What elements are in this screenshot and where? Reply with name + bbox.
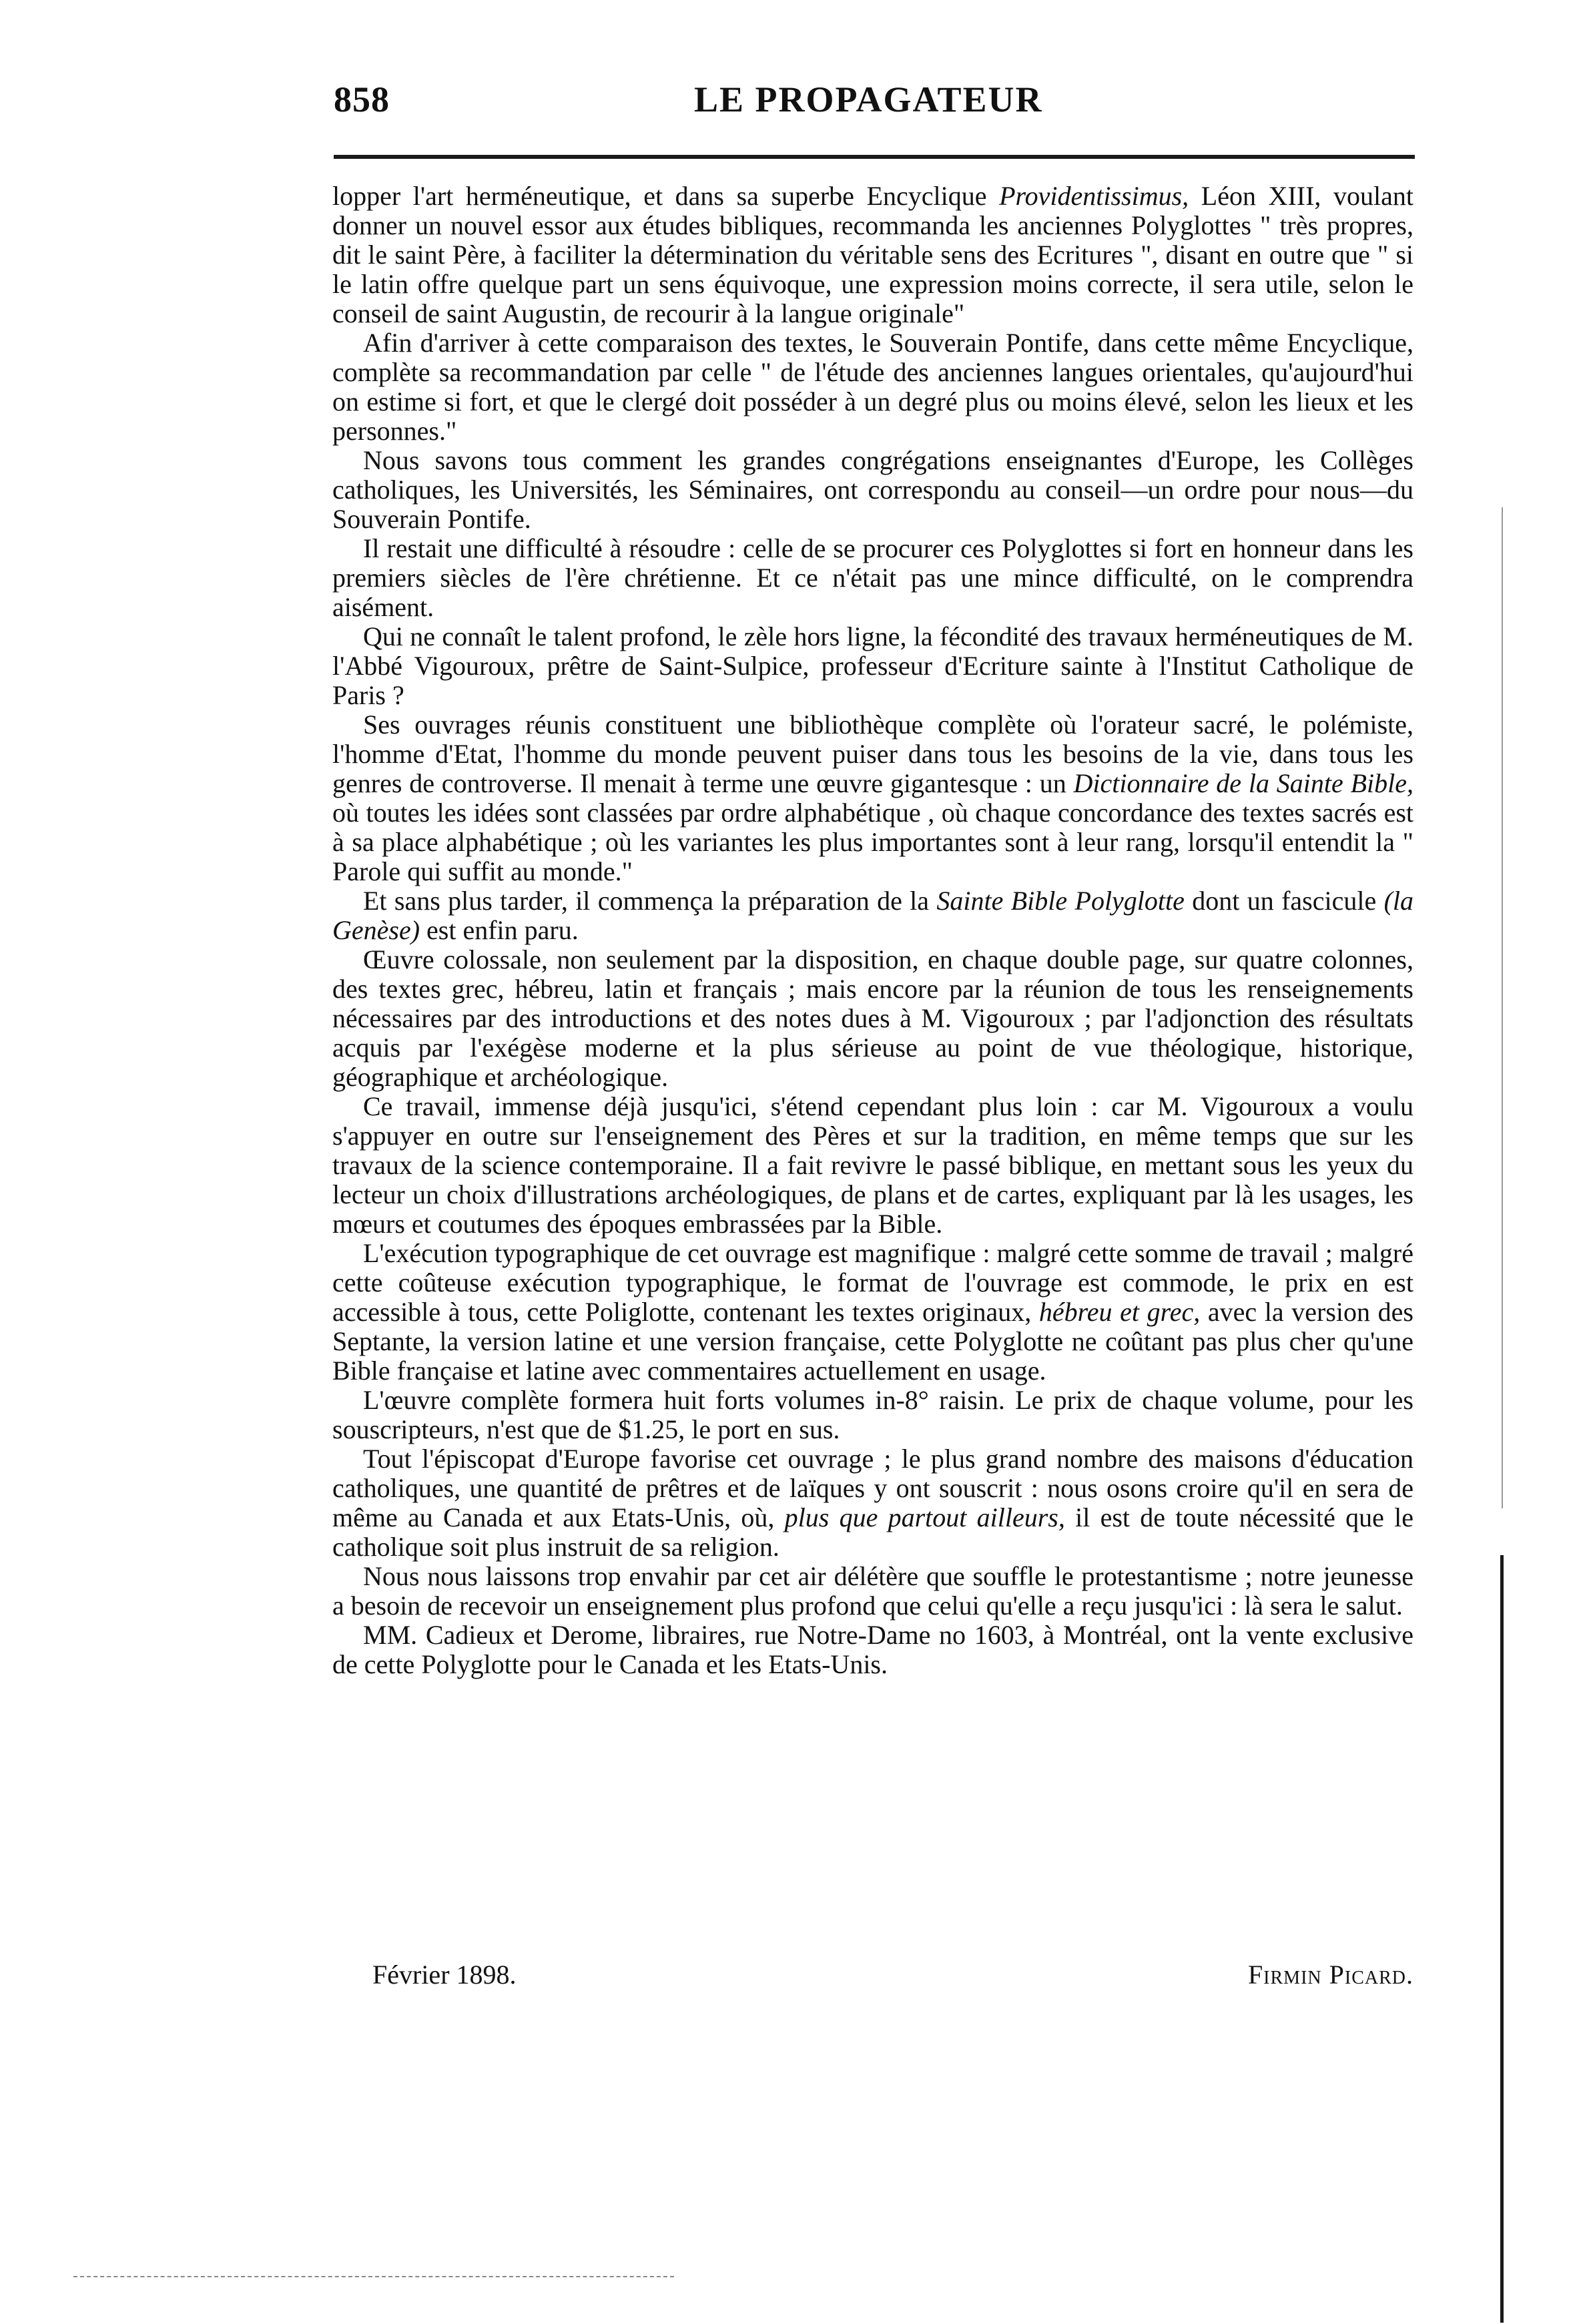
text-run: Tout l'épiscopat d'Europe favorise cet ouvrage ; le plus grand nombre des maisons d'éducation catholiques, une quantité de prêtres et de laïques y ont souscrit : nous osons croire qu'il en sera de même au Canada et aux Etats-Unis, où, [332, 1444, 1413, 1532]
paragraph [332, 1092, 1413, 1239]
paragraph [332, 710, 1413, 886]
paragraph [332, 1444, 1413, 1562]
italic-text: Dictionnaire de la Sainte Bible, [1073, 768, 1413, 798]
paragraph [332, 328, 1413, 446]
text-run: Nous savons tous comment les grandes congrégations enseignantes d'Europe, les Collèges catholiques, les Universités, les Séminaires, ont correspondu au conseil—un ordre pour nous—du Souverain Pontife. [332, 445, 1413, 534]
header-rule [334, 155, 1415, 159]
text-run: Ses ouvrages réunis constituent une bibliothèque complète où l'orateur sacré, le polémiste, l'homme d'Etat, l'homme du monde peuvent puiser dans tous les besoins de la vie, dans tous les genres de controverse. Il menait à terme une œuvre gigantesque : un [332, 709, 1413, 798]
text-run: L'exécution typographique de cet ouvrage est magnifique : malgré cette somme de travail ; malgré cette coûteuse exécution typographique, le format de l'ouvrage est commode, le prix en est accessible à tous, cette Poliglotte, contenant les textes originaux, [332, 1238, 1413, 1327]
journal-title: LE PROPAGATEUR [694, 79, 1043, 119]
italic-text: hébreu et grec, [1038, 1297, 1201, 1327]
paragraph [332, 622, 1413, 710]
text-run: Et sans plus tarder, il commença la préparation de la [363, 886, 937, 916]
paragraph [332, 182, 1413, 328]
paragraph [332, 1239, 1413, 1386]
text-run: où toutes les idées sont classées par ordre alphabétique , où chaque concordance des textes sacrés est à sa place alphabétique ; où les variantes les plus importantes sont à leur rang, lorsqu'il entendit la " Parole qui suffit au monde." [332, 798, 1413, 886]
margin-rule-dark [1500, 1555, 1504, 2323]
italic-text: Sainte Bible Polyglotte [936, 886, 1185, 916]
text-run: lopper l'art herméneutique, et dans sa superbe Encyclique [332, 181, 1000, 211]
paragraph [332, 886, 1413, 945]
text-run: avec la version des Septante, la version latine et une version française, cette Polyglotte ne coûtant pas plus cher qu'une Bible française et latine avec commentaires actuellement en usage. [332, 1297, 1413, 1386]
running-head [334, 79, 1388, 132]
text-run: Il restait une difficulté à résoudre : celle de se procurer ces Polyglottes si fort en honneur dans les premiers siècles de l'ère chrétienne. Et ce n'était pas une mince difficulté, on le comprendra aisément. [332, 533, 1413, 622]
text-run: Œuvre colossale, non seulement par la disposition, en chaque double page, sur quatre colonnes, des textes grec, hébreu, latin et français ; mais encore par la réunion de tous les renseignements nécessaires par des introductions et des notes dues à M. Vigouroux ; par l'adjonction des résultats acquis par l'exégèse moderne et la plus sérieuse au point de vue théologique, historique, géographique et archéologique. [332, 944, 1413, 1092]
italic-text: Providentissimus, [999, 181, 1189, 211]
paragraph [332, 1386, 1413, 1444]
signature-line [332, 1959, 1413, 1999]
text-run: MM. Cadieux et Derome, libraires, rue Notre-Dame no 1603, à Montréal, ont la vente exclusive de cette Polyglotte pour le Canada et les Etats-Unis. [332, 1620, 1413, 1679]
text-run: il est de toute nécessité que le catholique soit plus instruit de sa religion. [332, 1502, 1414, 1562]
text-run: dont un fascicule [1184, 886, 1384, 916]
paragraph [332, 1562, 1413, 1621]
paragraph [332, 534, 1413, 622]
paragraph [332, 446, 1413, 534]
text-run: Ce travail, immense déjà jusqu'ici, s'étend cependant plus loin : car M. Vigouroux a voulu s'appuyer en outre sur l'enseignement des Pères et sur la tradition, en même temps que sur les travaux de la science contemporaine. Il a fait revivre le passé biblique, en mettant sous les yeux du lecteur un choix d'illustrations archéologiques, de plans et de cartes, expliquant par là les usages, les mœurs et coutumes des époques embrassées par la Bible. [332, 1091, 1413, 1239]
text-run: L'œuvre complète formera huit forts volumes in-8° raisin. Le prix de chaque volume, pour les souscripteurs, n'est que de $1.25, le port en sus. [332, 1385, 1413, 1444]
text-run: Léon XIII, voulant donner un nouvel essor aux études bibliques, recommanda les anciennes Polyglottes " très propres, dit le saint Père, à faciliter la détermination du véritable sens des Ecritures ", disant en outre que " si le latin offre quelque part un sens équivoque, une expression moins correcte, il sera utile, selon le conseil de saint Augustin, de recourir à la langue originale" [332, 181, 1414, 328]
text-run: Nous nous laissons trop envahir par cet air délétère que souffle le protestantisme ; notre jeunesse a besoin de recevoir un enseignement plus profond que celui qu'elle a reçu jusqu'ici : là sera le salut. [332, 1561, 1413, 1621]
paragraph [332, 945, 1413, 1092]
bottom-edge-marks [73, 2276, 674, 2281]
signature-date: Février 1898. [372, 1960, 517, 1990]
page-number: 858 [334, 79, 390, 119]
margin-rule-faint [1502, 507, 1503, 1508]
text-run: Afin d'arriver à cette comparaison des textes, le Souverain Pontife, dans cette même Encyclique, complète sa recommandation par celle " de l'étude des anciennes langues orientales, qu'aujourd'hui on estime si fort, et que le clergé doit posséder à un degré plus ou moins élevé, selon les lieux et les personnes." [332, 328, 1413, 446]
italic-text: plus que partout ailleurs, [784, 1502, 1065, 1532]
italic-text: (la Genèse) [332, 886, 1413, 945]
article-body [332, 182, 1413, 1679]
text-run: Qui ne connaît le talent profond, le zèle hors ligne, la fécondité des travaux herméneutiques de M. l'Abbé Vigouroux, prêtre de Saint-Sulpice, professeur d'Ecriture sainte à l'Institut Catholique de Paris ? [332, 621, 1413, 710]
text-run: est enfin paru. [420, 915, 579, 945]
signature-author: Firmin Picard. [1247, 1960, 1413, 1990]
paragraph [332, 1621, 1413, 1679]
